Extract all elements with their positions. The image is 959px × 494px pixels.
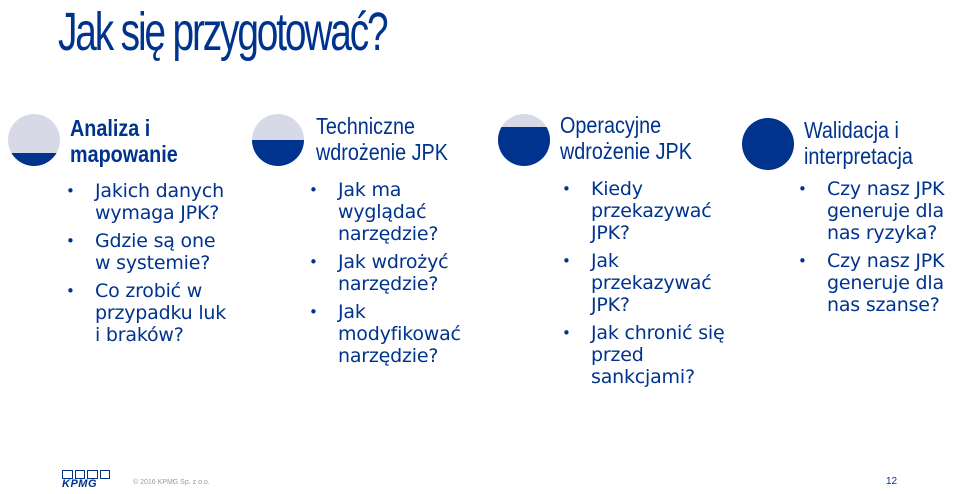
question-text: Jakich danych wymaga JPK?	[95, 180, 224, 224]
phase-heading-line1: Operacyjne	[560, 112, 662, 138]
bullet-icon: •	[309, 303, 318, 321]
kpmg-logo-text: KPMG	[62, 478, 97, 490]
question-item	[562, 250, 727, 316]
phase-heading-line1: Walidacja i	[804, 117, 899, 143]
phase-progress-circle-icon	[252, 114, 304, 166]
question-text: Jak przekazywać JPK?	[591, 250, 712, 316]
question-text: Gdzie są one w systemie?	[95, 230, 216, 274]
page-number: 12	[886, 476, 898, 487]
phase-heading-line1: Techniczne	[316, 113, 415, 139]
question-text: Czy nasz JPK generuje dla nas szanse?	[827, 250, 945, 316]
bullet-icon: •	[798, 252, 807, 270]
question-text: Kiedy przekazywać JPK?	[591, 178, 712, 244]
question-text: Jak chronić się przed sankcjami?	[591, 322, 725, 388]
phase-progress-circle-icon	[8, 114, 60, 166]
slide-title: Jak się przygotować?	[58, 2, 387, 62]
question-text: Czy nasz JPK generuje dla nas ryzyka?	[827, 178, 945, 244]
question-list	[798, 178, 959, 322]
phase-heading	[70, 115, 178, 167]
bullet-icon: •	[66, 282, 75, 300]
question-item	[798, 250, 959, 316]
phase-heading-line2: wdrożenie JPK	[316, 139, 448, 165]
bullet-icon: •	[309, 181, 318, 199]
question-text: Jak ma wyglądać narzędzie?	[338, 179, 439, 245]
phase-heading	[316, 113, 448, 165]
phase-heading	[560, 112, 692, 164]
question-item	[66, 180, 236, 224]
phase-heading-line2: interpretacja	[804, 143, 913, 169]
phase-progress-circle-icon	[742, 118, 794, 170]
question-item	[66, 280, 236, 346]
phase-heading-line2: mapowanie	[70, 141, 178, 167]
question-list	[66, 180, 236, 352]
question-text: Co zrobić w przypadku luk i braków?	[95, 280, 227, 346]
bullet-icon: •	[798, 180, 807, 198]
question-item	[562, 178, 727, 244]
phase-heading	[804, 117, 913, 169]
question-text: Jak wdrożyć narzędzie?	[338, 251, 449, 295]
bullet-icon: •	[562, 180, 571, 198]
question-list	[562, 178, 727, 394]
phase-heading-line1: Analiza i	[70, 115, 151, 141]
bullet-icon: •	[309, 253, 318, 271]
bullet-icon: •	[66, 232, 75, 250]
phase-heading-line2: wdrożenie JPK	[560, 138, 692, 164]
bullet-icon: •	[562, 324, 571, 342]
question-item	[562, 322, 727, 388]
question-item	[798, 178, 959, 244]
question-item	[309, 179, 469, 245]
kpmg-logo	[62, 470, 110, 490]
question-item	[309, 251, 469, 295]
bullet-icon: •	[66, 182, 75, 200]
phase-progress-circle-icon	[498, 114, 550, 166]
question-item	[309, 301, 469, 367]
copyright-notice: © 2016 KPMG Sp. z o.o.	[133, 479, 210, 486]
question-list	[309, 179, 469, 373]
question-text: Jak modyfikować narzędzie?	[338, 301, 461, 367]
bullet-icon: •	[562, 252, 571, 270]
question-item	[66, 230, 236, 274]
